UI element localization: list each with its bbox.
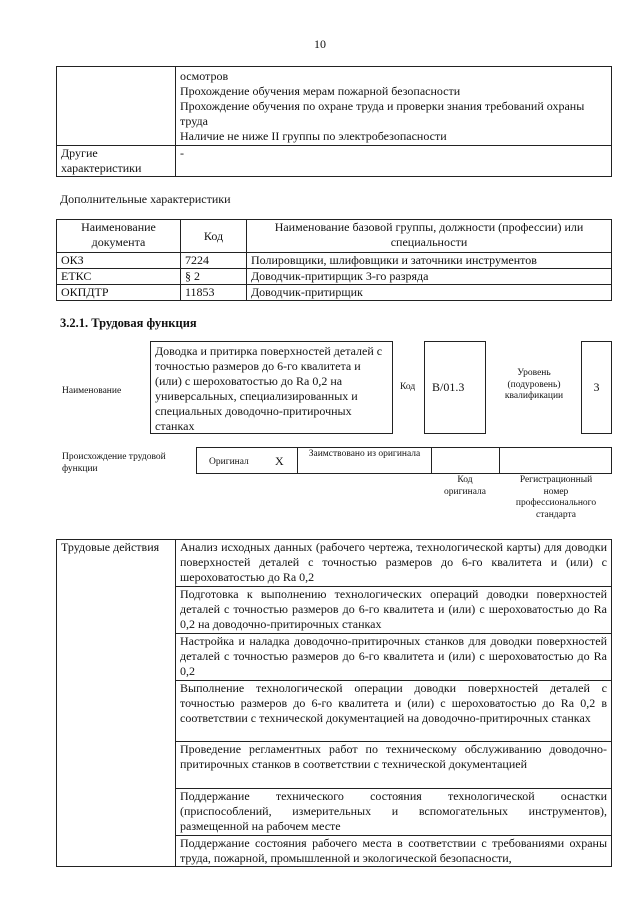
cell: Доводчик-притирщик	[247, 285, 612, 301]
divider	[499, 448, 500, 473]
table-row	[57, 269, 612, 285]
requirements-label-cell	[57, 67, 176, 146]
code-caption: Код оригинала	[444, 475, 486, 497]
action-item: Поддержание состояния рабочего места в соответствии с требованиями охраны труда, пожарной, промышленной и экологической безопасности,	[176, 836, 612, 867]
level-label: Уровень (подуровень) квалификации	[504, 368, 564, 401]
cell: Доводчик-притирщик 3-го разряда	[247, 269, 612, 285]
action-item: Подготовка к выполнению технологических операций доводки поверхностей деталей с точностью размеров до 6-го квалитета и (или) с шероховатостью до Ra 0,2 на доводочно-притирочных станках	[176, 587, 612, 634]
other-value: -	[176, 146, 612, 177]
cell: § 2	[181, 269, 247, 285]
additional-table	[56, 219, 612, 301]
level-value: 3	[581, 341, 612, 434]
function-code: B/01.3	[424, 341, 486, 434]
original-mark: X	[275, 454, 284, 468]
divider	[431, 448, 432, 473]
list-item: осмотров	[180, 69, 229, 83]
list-item: Прохождение обучения мерам пожарной безопасности	[180, 84, 461, 98]
original-label: Оригинал	[209, 457, 249, 467]
cell: 7224	[181, 253, 247, 269]
action-item: Выполнение технологической операции доводки поверхностей деталей с точностью размеров до 6-го квалитета и (или) с шероховатостью до Ra 0,2 в соответствии с технической документацией на доводочно-притирочных станках	[176, 681, 612, 742]
header-name: Наименование базовой группы, должности (профессии) или специальности	[247, 220, 612, 253]
actions-table	[56, 539, 612, 867]
origin-label: Происхождение трудовой функции	[62, 452, 166, 474]
table-row	[57, 67, 612, 146]
table-row	[57, 220, 612, 253]
function-name: Доводка и притирка поверхностей деталей с точностью размеров до 6-го квалитета и (или) с шероховатостью до Ra 0,2 на универсальных, специализированных и специальных доводочно-притирочных станках	[150, 341, 393, 434]
header-doc: Наименование документа	[57, 220, 181, 253]
table-row	[57, 285, 612, 301]
section-title: 3.2.1. Трудовая функция	[60, 316, 197, 330]
cell: ОКЗ	[57, 253, 181, 269]
page-number: 10	[314, 37, 326, 51]
list-item: Прохождение обучения по охране труда и проверки знания требований охраны труда	[180, 99, 585, 128]
cell: ЕТКС	[57, 269, 181, 285]
origin-row	[196, 447, 612, 474]
table-row	[57, 540, 612, 587]
other-label: Другие характеристики	[57, 146, 176, 177]
requirements-table	[56, 66, 612, 177]
reg-caption: Регистрационный номер профессионального стандарта	[515, 475, 597, 520]
table-row	[57, 253, 612, 269]
borrowed-label: Заимствовано из оригинала	[308, 449, 421, 459]
action-item: Анализ исходных данных (рабочего чертежа, технологической карты) для доводки поверхностей деталей с точностью размеров до 6-го квалитета и (или) с шероховатостью до Ra 0,2	[176, 540, 612, 587]
action-item: Настройка и наладка доводочно-притирочных станков для доводки поверхностей деталей с точностью размеров до 6-го квалитета и (или) с шероховатостью до Ra 0,2	[176, 634, 612, 681]
cell: Полировщики, шлифовщики и заточники инструментов	[247, 253, 612, 269]
additional-title: Дополнительные характеристики	[60, 192, 231, 206]
requirements-cell	[176, 67, 612, 146]
action-item: Проведение регламентных работ по техническому обслуживанию доводочно-притирочных станков в соответствии с технической документацией	[176, 742, 612, 789]
cell: ОКПДТР	[57, 285, 181, 301]
cell: 11853	[181, 285, 247, 301]
action-item: Поддержание технического состояния технологической оснастки (приспособлений, измерительных и вспомогательных инструментов), размещенной на рабочем месте	[176, 789, 612, 836]
table-row	[57, 146, 612, 177]
list-item: Наличие не ниже II группы по электробезопасности	[180, 129, 447, 143]
code-label: Код	[400, 382, 416, 392]
name-label: Наименование	[62, 386, 122, 396]
header-code: Код	[181, 220, 247, 253]
actions-label: Трудовые действия	[57, 540, 176, 867]
